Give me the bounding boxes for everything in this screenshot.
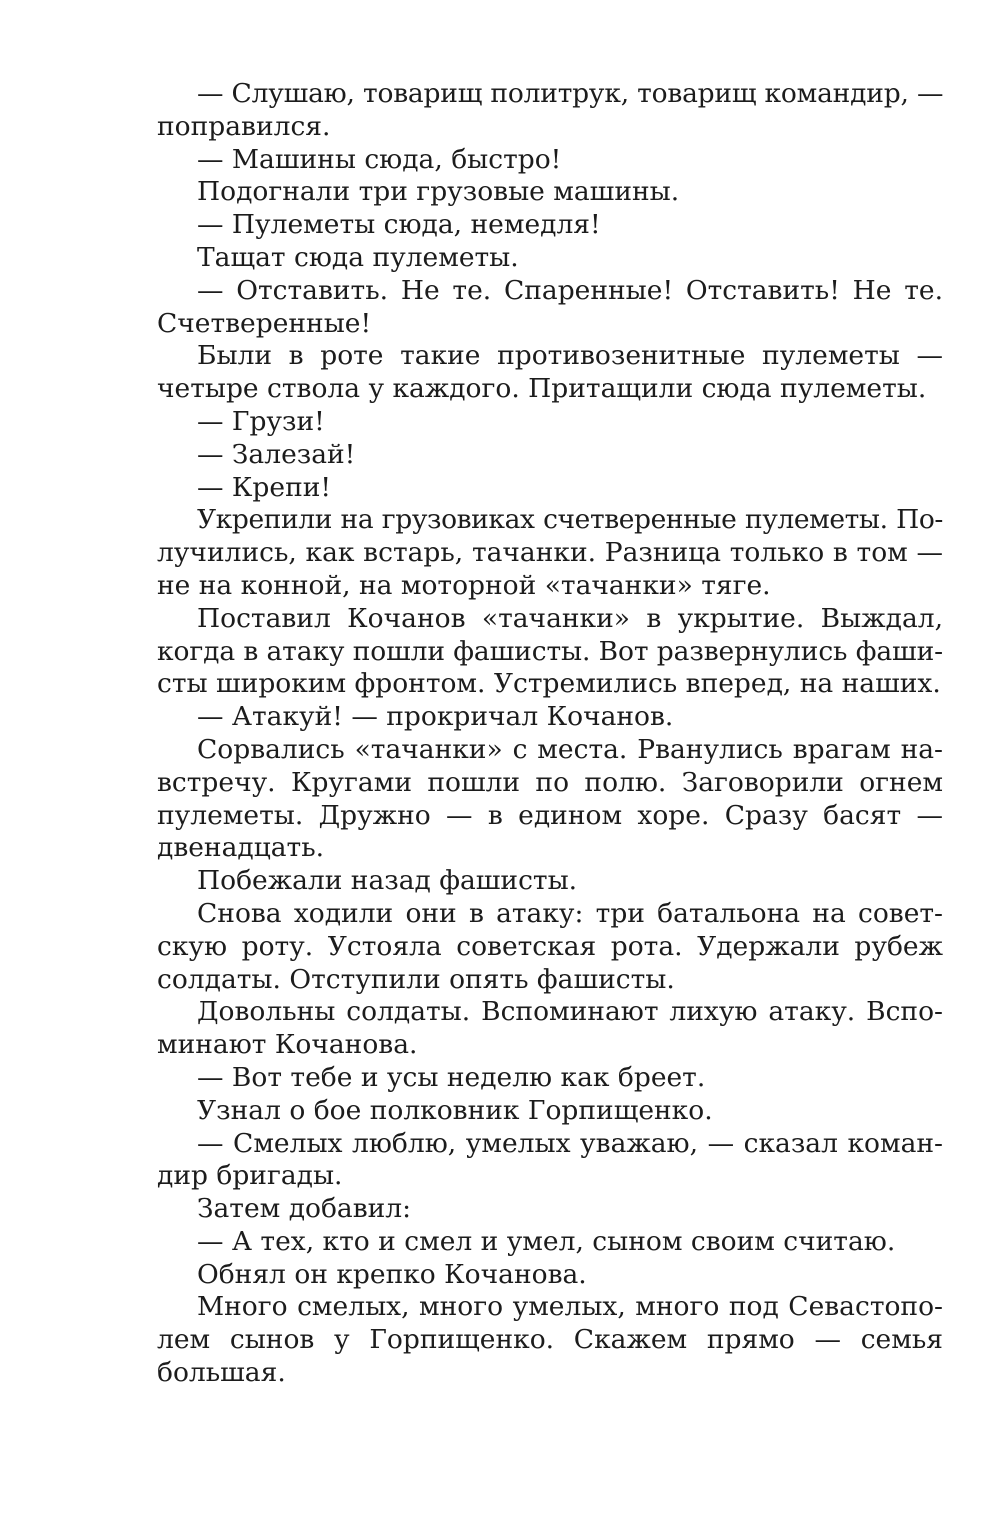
- text-line: скую роту. Устояла советская рота. Удержали рубеж: [157, 930, 943, 962]
- text-line: Были в роте такие противозенитные пулеметы —: [197, 340, 943, 372]
- text-line: сты широким фронтом. Устремились вперед, на наших.: [157, 668, 941, 700]
- text-line: — Залезай!: [197, 438, 356, 470]
- text-line: солдаты. Отступили опять фашисты.: [157, 963, 675, 995]
- text-line: четыре ствола у каждого. Притащили сюда пулеметы.: [157, 373, 927, 405]
- text-line: — Машины сюда, быстро!: [197, 143, 562, 175]
- text-line: — Крепи!: [197, 471, 332, 503]
- paragraph: [117, 275, 943, 341]
- text-line: Довольны солдаты. Вспоминают лихую атаку. Вспо-: [197, 996, 943, 1028]
- text-line: — А тех, кто и смел и умел, сыном своим считаю.: [197, 1225, 896, 1257]
- paragraph: [117, 340, 943, 406]
- text-line: — Вот тебе и усы неделю как бреет.: [197, 1061, 706, 1093]
- paragraph: [117, 1291, 943, 1389]
- paragraph: [117, 1062, 943, 1095]
- text-line: Сорвались «тачанки» с места. Рванулись врагам на-: [197, 733, 943, 765]
- paragraph: [117, 734, 943, 865]
- text-line: поправился.: [157, 110, 331, 142]
- text-line: Подогнали три грузовые машины.: [197, 176, 680, 208]
- paragraph: [117, 898, 943, 996]
- paragraph: [117, 1095, 943, 1128]
- paragraph: [117, 209, 943, 242]
- paragraph: [117, 472, 943, 505]
- text-line: пулеметы. Дружно — в едином хоре. Сразу басят —: [157, 799, 943, 831]
- text-line: — Пулеметы сюда, немедля!: [197, 209, 601, 241]
- text-line: когда в атаку пошли фашисты. Вот развернулись фаши-: [157, 635, 944, 667]
- paragraph: [117, 603, 943, 701]
- paragraph: [117, 439, 943, 472]
- paragraph: [117, 996, 943, 1062]
- paragraph: [117, 1259, 943, 1292]
- paragraph: [117, 1226, 943, 1259]
- text-line: — Смелых люблю, умелых уважаю, — сказал коман-: [197, 1127, 943, 1159]
- text-line: не на конной, на моторной «тачанки» тяге.: [157, 569, 771, 601]
- text-line: — Слушаю, товарищ политрук, товарищ командир, —: [197, 78, 944, 109]
- text-line: встречу. Кругами пошли по полю. Заговорили огнем: [157, 766, 943, 798]
- text-line: Много смелых, много умелых, много под Севастопо-: [197, 1291, 943, 1323]
- text-line: — Отставить. Не те. Спаренные! Отставить! Не те.: [197, 274, 943, 306]
- text-line: Счетверенные!: [157, 307, 372, 339]
- paragraph: [117, 504, 943, 602]
- text-line: дир бригады.: [157, 1160, 343, 1192]
- paragraph: [117, 406, 943, 439]
- text-line: — Атакуй! — прокричал Кочанов.: [197, 701, 674, 733]
- paragraph: [117, 1128, 943, 1194]
- text-line: минают Кочанова.: [157, 1029, 418, 1061]
- paragraph: [117, 701, 943, 734]
- paragraph: [117, 78, 943, 144]
- text-line: Обнял он крепко Кочанова.: [197, 1258, 587, 1290]
- text-line: лем сынов у Горпищенко. Скажем прямо — семья: [157, 1324, 943, 1356]
- text-line: Узнал о бое полковник Горпищенко.: [197, 1094, 713, 1126]
- paragraph: [117, 865, 943, 898]
- page-body: [117, 78, 943, 1390]
- text-line: Поставил Кочанов «тачанки» в укрытие. Выждал,: [197, 602, 943, 634]
- paragraph: [117, 1193, 943, 1226]
- text-line: — Грузи!: [197, 405, 325, 437]
- text-line: Затем добавил:: [197, 1193, 412, 1225]
- text-line: Побежали назад фашисты.: [197, 865, 578, 897]
- text-line: двенадцать.: [157, 832, 325, 864]
- text-line: лучились, как встарь, тачанки. Разница только в том —: [157, 537, 943, 569]
- paragraph: [117, 144, 943, 177]
- text-line: Снова ходили они в атаку: три батальона на совет-: [197, 897, 943, 929]
- paragraph: [117, 242, 943, 275]
- text-line: большая.: [157, 1357, 286, 1389]
- text-line: Тащат сюда пулеметы.: [197, 241, 519, 273]
- paragraph: [117, 176, 943, 209]
- text-line: Укрепили на грузовиках счетверенные пулеметы. По-: [197, 504, 943, 536]
